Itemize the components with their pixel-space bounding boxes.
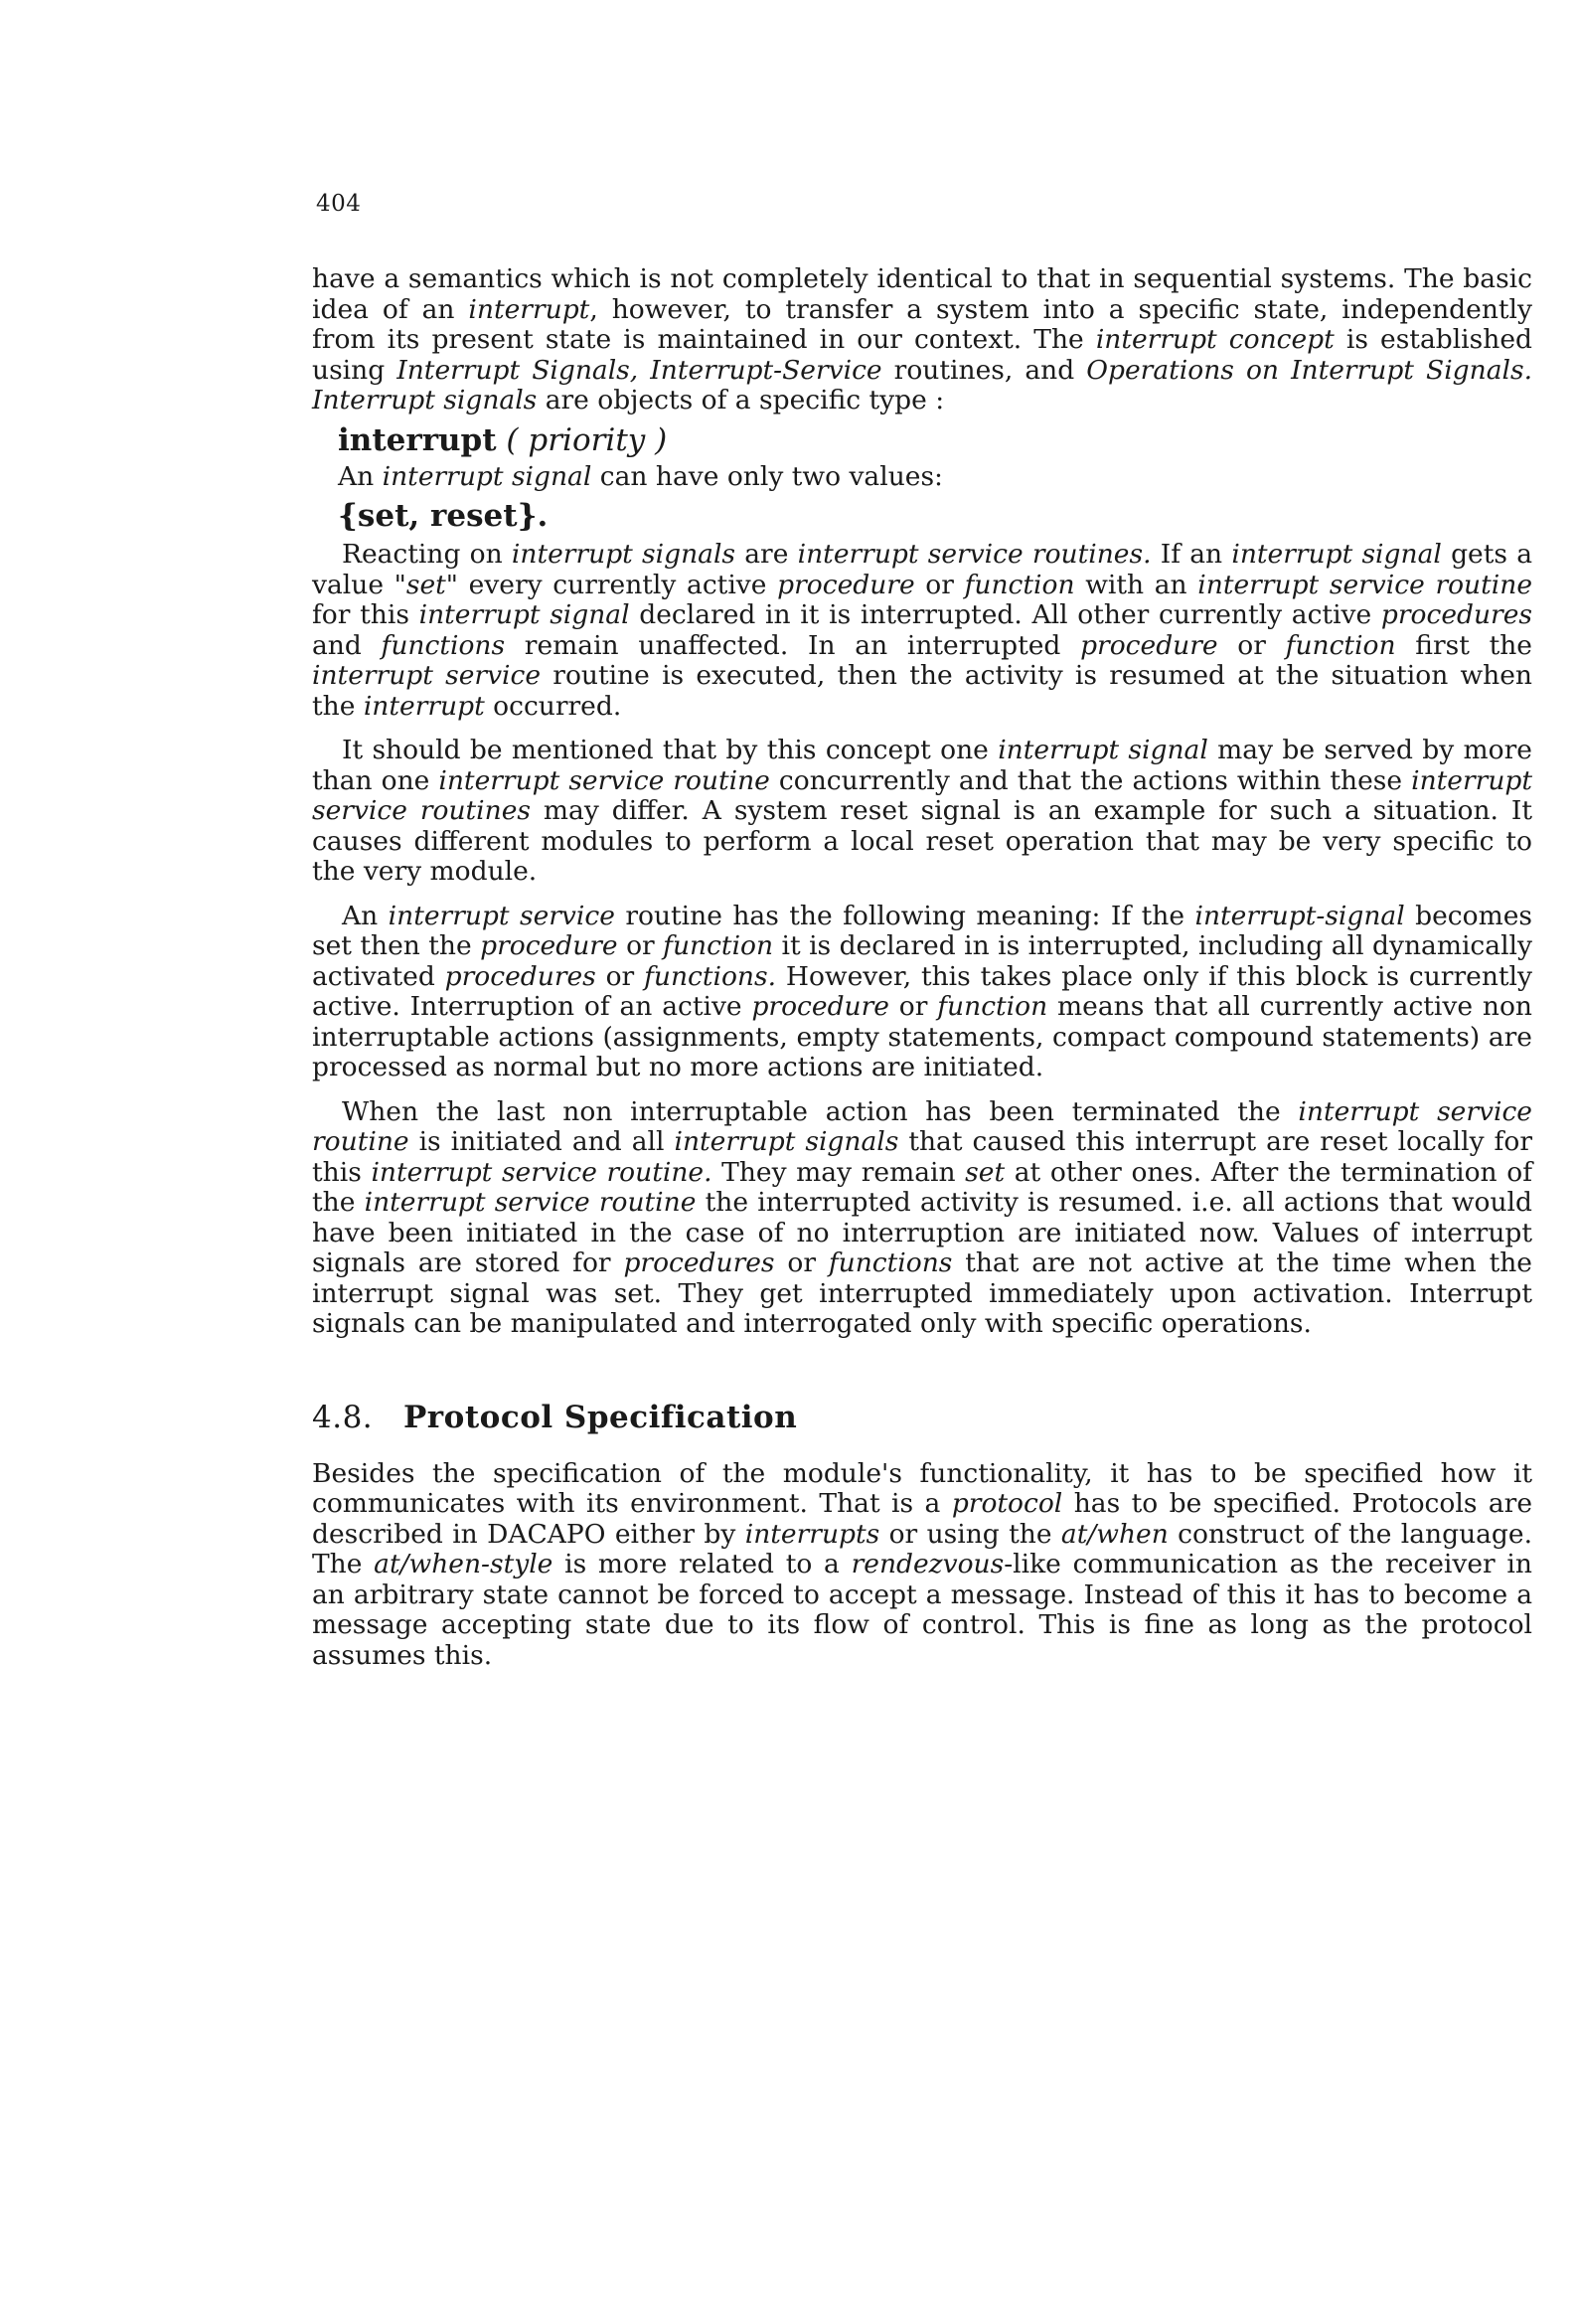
interrupt-values-set: {set, reset}. xyxy=(338,498,549,534)
paragraph-4: It should be mentioned that by this concept one interrupt signal may be served by more than one interrupt service routine concurrently and that the actions within these interrupt service routines may differ. A system reset signal is an example for such a situation. It causes different modules to perform a local reset operation that may be very specific to the very module. xyxy=(312,735,1532,887)
section-paragraph: Besides the specification of the module's functionality, it has to be specified how it communicates with its environment. That is a protocol has to be specified. Protocols are described in DACAPO either by interrupts or using the at/when construct of the language. The at/when-style is more related to a rendezvous-like communication as the receiver in an arbitrary state cannot be forced to accept a message. Instead of this it has to become a message accepting state due to its flow of control. This is fine as long as the protocol assumes this. xyxy=(312,1457,1533,1671)
paragraph-2: An interrupt signal can have only two values: xyxy=(338,460,943,492)
paragraph-3: Reacting on interrupt signals are interrupt service routines. If an interrupt signal gets a value "set" every currently active procedure or function with an interrupt service routine for this interrupt signal declared in it is interrupted. All other currently active procedures and functions remain unaffected. In an interrupted procedure or function first the interrupt service routine is executed, then the activity is resumed at the situation when the interrupt occurred. xyxy=(312,539,1533,722)
section-heading xyxy=(312,1400,1532,1435)
interrupt-type-declaration: interrupt ( priority ) xyxy=(338,421,668,458)
paragraph-1: have a semantics which is not completely identical to that in sequential systems. The basic idea of an interrupt, however, to transfer a system into a specific state, independently from its present state is maintained in our context. The interrupt concept is established using Interrupt Signals, Interrupt-Service routines, and Operations on Interrupt Signals. Interrupt signals are objects of a specific type : xyxy=(312,263,1532,415)
page-number: 404 xyxy=(316,191,362,217)
section-title: Protocol Specification xyxy=(403,1399,798,1435)
section-number: 4.8. xyxy=(312,1399,374,1435)
paragraph-5: An interrupt service routine has the following meaning: If the interrupt-signal becomes set then the procedure or function it is declared in is interrupted, including all dynamically activated procedures or functions. However, this takes place only if this block is currently active. Interruption of an active procedure or function means that all currently active non interruptable actions (assignments, empty statements, compact compound statements) are processed as normal but no more actions are initiated. xyxy=(312,900,1532,1082)
paragraph-6: When the last non interruptable action has been terminated the interrupt service routine is initiated and all interrupt signals that caused this interrupt are reset locally for this interrupt service routine. They may remain set at other ones. After the termination of the interrupt service routine the interrupted activity is resumed. i.e. all actions that would have been initiated in the case of no interruption are initiated now. Values of interrupt signals are stored for procedures or functions that are not active at the time when the interrupt signal was set. They get interrupted immediately upon activation. Interrupt signals can be manipulated and interrogated only with specific operations. xyxy=(312,1095,1533,1339)
page-body xyxy=(312,264,1532,1671)
